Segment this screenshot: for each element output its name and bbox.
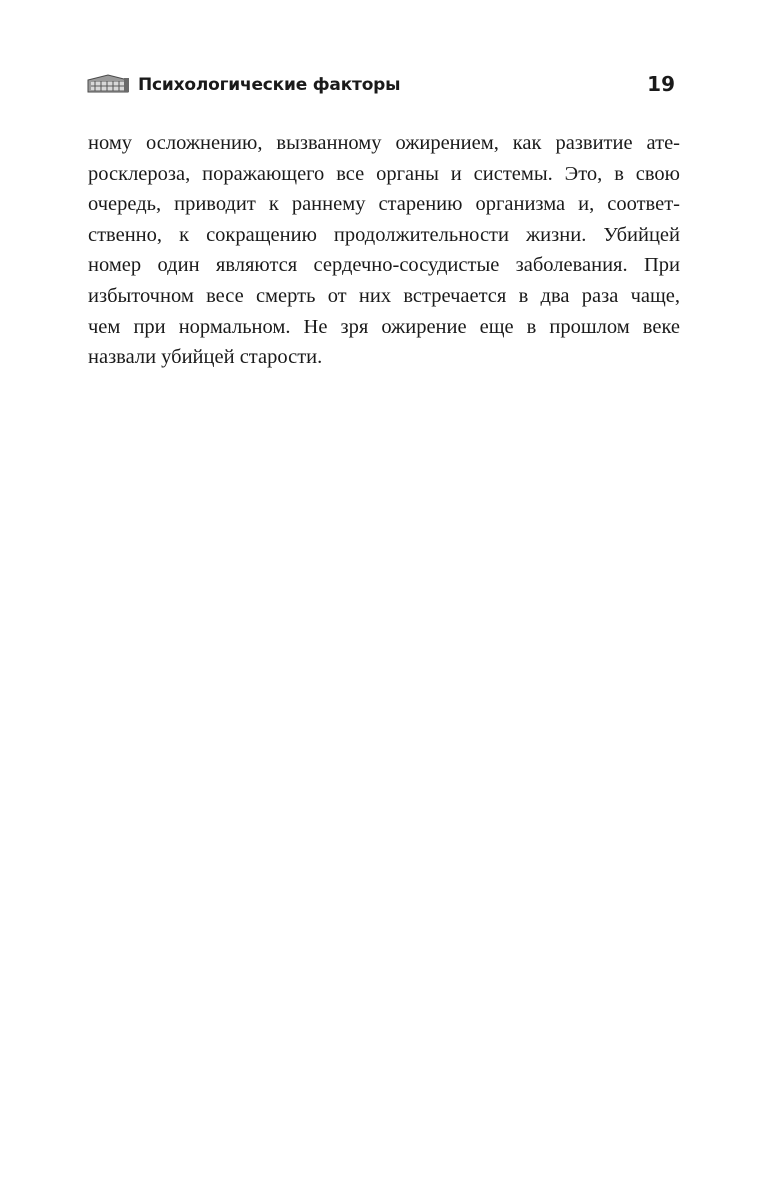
bookshelf-icon [86, 74, 130, 94]
page-number: 19 [647, 72, 675, 96]
text-line: избыточном весе смерть от них встречается в два раза чаще, [88, 284, 680, 307]
running-title: Психологические факторы [138, 75, 401, 95]
text-line: ственно, к сокращению продолжительности жизни. Убийцей [88, 223, 680, 246]
text-line: очередь, приводит к раннему старению организма и, соответ- [88, 193, 680, 216]
running-header [86, 70, 675, 104]
text-line: росклероза, поражающего все органы и системы. Это, в свою [88, 162, 680, 185]
text-line: чем при нормальном. Не зря ожирение еще в прошлом веке [88, 315, 680, 338]
body-paragraph [88, 128, 680, 373]
text-line: ному осложнению, вызванному ожирением, как развитие ате- [88, 132, 680, 154]
text-line: номер один являются сердечно-сосудистые заболевания. При [88, 254, 680, 277]
text-line: назвали убийцей старости. [88, 346, 323, 369]
